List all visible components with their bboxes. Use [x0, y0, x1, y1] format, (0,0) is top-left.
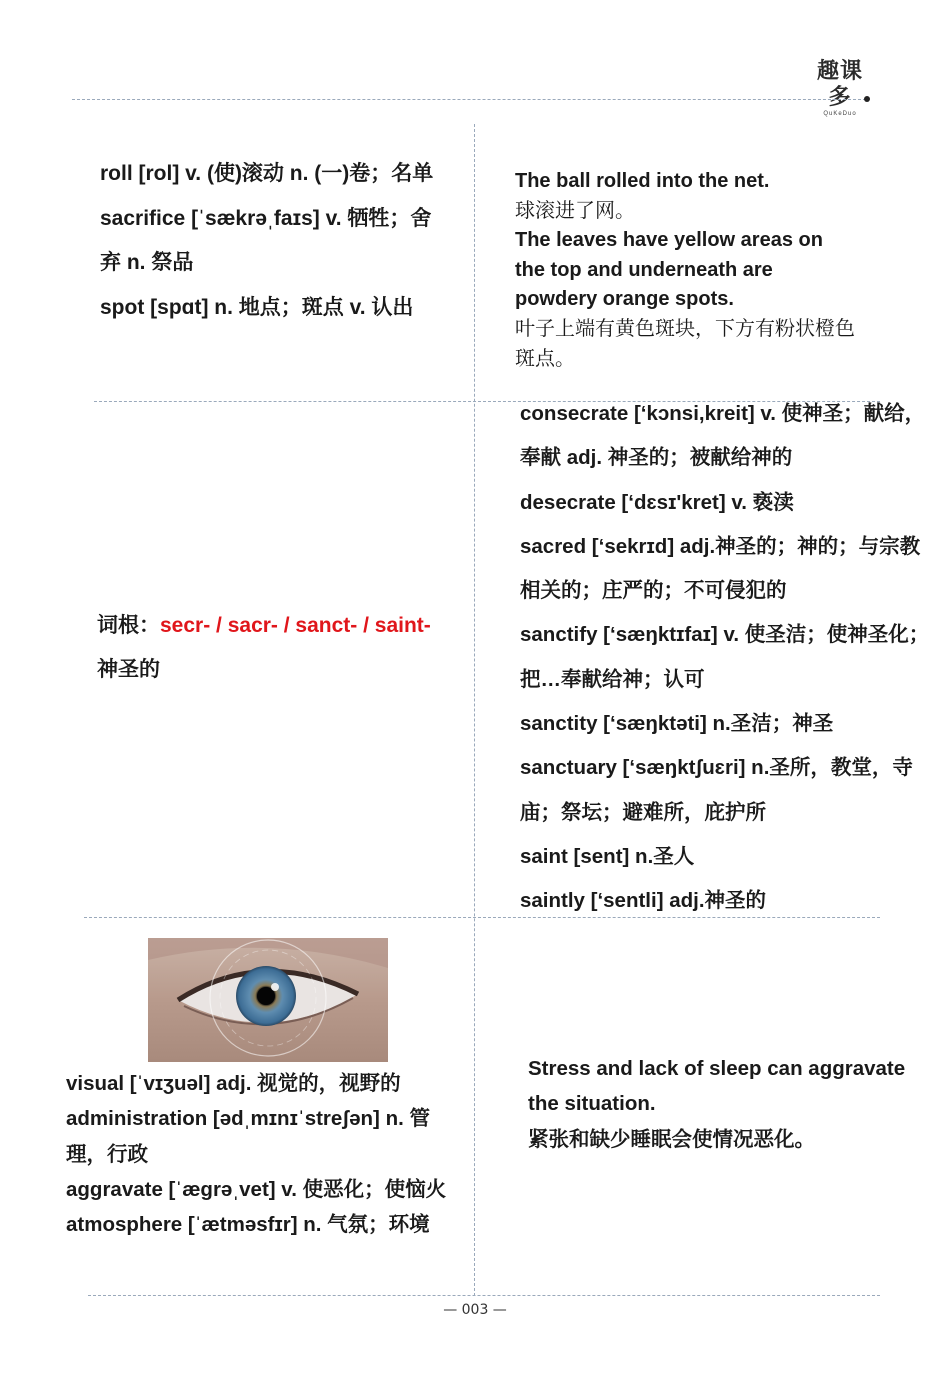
grid-vertical-divider [474, 124, 475, 1296]
example-sentences-1 [515, 167, 855, 374]
example-en: Stress and lack of sleep can aggravate the situation. [528, 1057, 906, 1116]
example-sentences-2 [528, 1051, 908, 1157]
root-meaning: 神圣的 [97, 658, 160, 681]
eye-photo [148, 938, 388, 1062]
root-forms: secr- / sacr- / sanct- / saint- [160, 614, 431, 637]
logo-subtext: QuKeDuo [823, 111, 857, 117]
derived-word-entry: saint [sent] n.圣人 [520, 844, 695, 868]
page-number: — 003 — [443, 1302, 507, 1318]
example-en: The ball rolled into the net. [515, 170, 770, 192]
word-entry: visual [ˈvɪʒuəl] adj. 视觉的，视野的 [66, 1072, 401, 1095]
derived-word-entry: sanctuary [‘sæŋktʃuɛri] n.圣所，教堂，寺庙；祭坛；避难所，庇护所 [520, 756, 913, 824]
header-divider [72, 99, 866, 100]
logo-text: 趣课多 [816, 58, 863, 109]
word-root [97, 604, 457, 692]
example-en: The leaves have yellow areas on the top and underneath are powdery orange spots. [515, 229, 823, 311]
root-label: 词根： [97, 614, 160, 637]
example-cn: 球滚进了网。 [515, 199, 635, 222]
derived-word-entry: saintly [‘sentli] adj.神圣的 [520, 889, 767, 913]
grid-row-divider-3 [88, 1295, 880, 1296]
derived-word-entry: sanctity [‘sæŋktəti] n.圣洁；神圣 [520, 712, 834, 736]
derived-word-entry: desecrate [‘dɛsɪ'kret] v. 亵渎 [520, 490, 794, 514]
word-list-1 [100, 152, 450, 330]
word-entry: spot [spɑt] n. 地点；斑点 v. 认出 [100, 295, 414, 319]
word-entry: administration [ədˌmɪnɪˈstreʃən] n. 管理，行政 [66, 1107, 430, 1166]
derived-word-list [520, 392, 930, 924]
word-entry: roll [rol] v. (使)滚动 n. (一)卷；名单 [100, 162, 434, 185]
example-cn: 叶子上端有黄色斑块，下方有粉状橙色斑点。 [515, 317, 855, 370]
derived-word-entry: sacred [‘sekrɪd] adj.神圣的；神的；与宗教相关的；庄严的；不可侵犯的 [520, 534, 921, 603]
derived-word-entry: consecrate [‘kɔnsi,kreit] v. 使神圣；献给，奉献 adj. 神圣的；被献给神的 [520, 402, 926, 470]
word-entry: atmosphere [ˈætməsfɪr] n. 气氛；环境 [66, 1213, 430, 1237]
word-entry: sacrifice [ˈsækrəˌfaɪs] v. 牺牲；舍弃 n. 祭品 [100, 206, 432, 274]
word-entry: aggravate [ˈægrəˌvet] v. 使恶化；使恼火 [66, 1177, 447, 1201]
brand-logo [808, 58, 872, 118]
example-cn: 紧张和缺少睡眠会使情况恶化。 [528, 1127, 815, 1151]
word-list-2 [66, 1066, 466, 1242]
header-divider-dot [864, 96, 870, 102]
derived-word-entry: sanctify [‘sæŋktɪfaɪ] v. 使圣洁；使神圣化；把…奉献给神；认可 [520, 623, 930, 691]
